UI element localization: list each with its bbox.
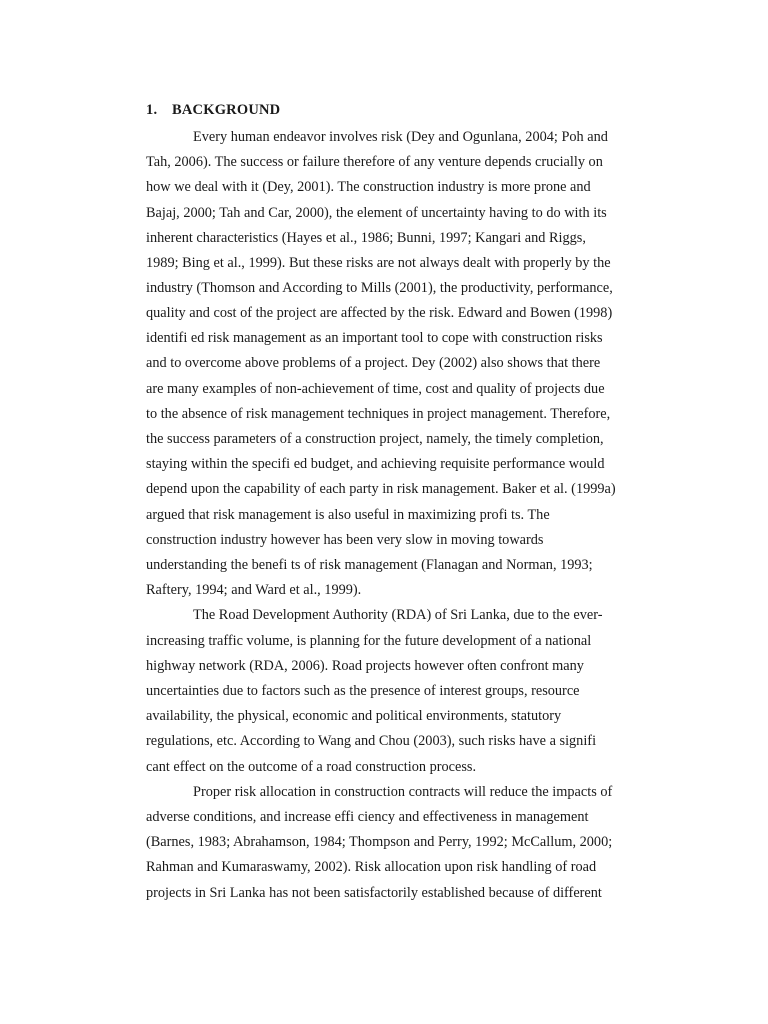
section-number: 1.: [146, 102, 158, 118]
text-line: availability, the physical, economic and political environments, statutory: [146, 708, 562, 724]
text-line: construction industry however has been very slow in moving towards: [146, 532, 544, 548]
text-line: understanding the benefi ts of risk management (Flanagan and Norman, 1993;: [146, 557, 593, 573]
text-line: Raftery, 1994; and Ward et al., 1999).: [146, 582, 362, 598]
text-line: The Road Development Authority (RDA) of Sri Lanka, due to the ever-: [193, 607, 603, 623]
text-line: highway network (RDA, 2006). Road projects however often confront many: [146, 658, 584, 674]
text-line: staying within the specifi ed budget, and achieving requisite performance would: [146, 456, 605, 472]
text-line: depend upon the capability of each party in risk management. Baker et al. (1999a): [146, 481, 616, 497]
section-title: BACKGROUND: [172, 102, 281, 118]
text-line: are many examples of non-achievement of time, cost and quality of projects due: [146, 381, 605, 397]
text-line: adverse conditions, and increase effi ciency and effectiveness in management: [146, 809, 589, 825]
text-line: identifi ed risk management as an important tool to cope with construction risks: [146, 330, 603, 346]
text-line: increasing traffic volume, is planning for the future development of a national: [146, 633, 592, 649]
text-line: to the absence of risk management techniques in project management. Therefore,: [146, 406, 611, 422]
text-line: Tah, 2006). The success or failure therefore of any venture depends crucially on: [146, 154, 603, 170]
text-line: uncertainties due to factors such as the presence of interest groups, resource: [146, 683, 580, 699]
text-line: Bajaj, 2000; Tah and Car, 2000), the element of uncertainty having to do with its: [146, 205, 607, 221]
text-line: Proper risk allocation in construction contracts will reduce the impacts of: [193, 784, 613, 800]
section-heading: [146, 102, 280, 119]
text-line: inherent characteristics (Hayes et al., 1986; Bunni, 1997; Kangari and Riggs,: [146, 230, 586, 246]
text-line: Every human endeavor involves risk (Dey and Ogunlana, 2004; Poh and: [193, 129, 608, 145]
text-line: argued that risk management is also useful in maximizing profi ts. The: [146, 507, 550, 523]
text-line: projects in Sri Lanka has not been satisfactorily established because of different: [146, 885, 602, 901]
text-line: (Barnes, 1983; Abrahamson, 1984; Thompson and Perry, 1992; McCallum, 2000;: [146, 834, 613, 850]
text-line: regulations, etc. According to Wang and Chou (2003), such risks have a signifi: [146, 733, 597, 749]
text-line: Rahman and Kumaraswamy, 2002). Risk allocation upon risk handling of road: [146, 859, 597, 875]
text-line: and to overcome above problems of a project. Dey (2002) also shows that there: [146, 355, 601, 371]
text-line: cant effect on the outcome of a road construction process.: [146, 759, 477, 775]
text-line: how we deal with it (Dey, 2001). The construction industry is more prone and: [146, 179, 591, 195]
text-line: 1989; Bing et al., 1999). But these risks are not always dealt with properly by the: [146, 255, 611, 271]
text-line: the success parameters of a construction project, namely, the timely completion,: [146, 431, 604, 447]
text-line: industry (Thomson and According to Mills (2001), the productivity, performance,: [146, 280, 613, 296]
text-line: quality and cost of the project are affected by the risk. Edward and Bowen (1998): [146, 305, 613, 321]
